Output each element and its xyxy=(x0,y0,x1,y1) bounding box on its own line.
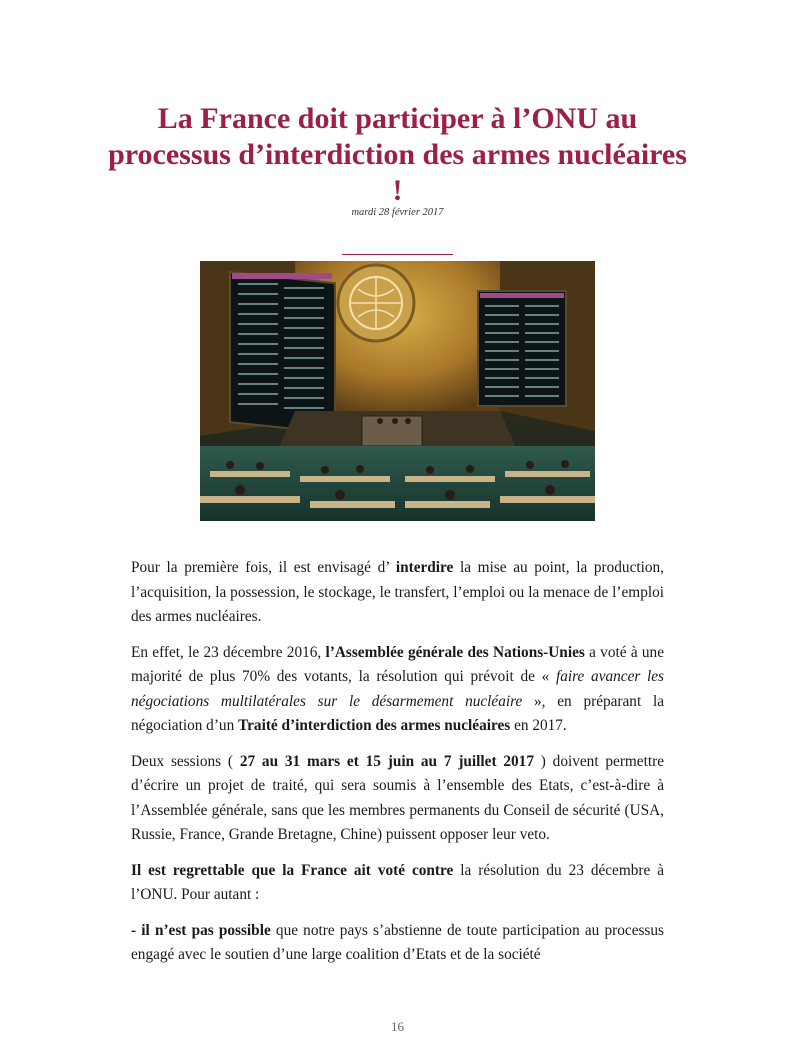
article-date: mardi 28 février 2017 xyxy=(351,207,444,218)
paragraph-4: Il est regrettable que la France ait voté contre la résolution du 23 décembre à l’ONU. Pour autant : xyxy=(131,861,664,903)
emphasis: 27 au 31 mars et 15 juin au 7 juillet 2017 xyxy=(239,752,534,770)
paragraph-2: En effet, le 23 décembre 2016, l’Assemblée générale des Nations-Unies a voté à une majorité de plus 70% des votants, la résolution qui prévoit de « faire avancer les négociations multilatérales sur le désarmement nucléaire », en préparant la négociation d’un Traité d’interdiction des armes nucléaires en 2017. xyxy=(131,643,665,734)
article-title: La France doit participer à l’ONU au processus d’interdiction des armes nucléaires ! xyxy=(108,102,687,207)
emphasis: Il est regrettable que la France ait voté contre xyxy=(131,861,454,879)
emphasis: - il n’est pas possible xyxy=(131,921,271,939)
assembly-floor xyxy=(200,446,595,521)
paragraph-1: Pour la première fois, il est envisagé d’ interdire la mise au point, la production, l’acquisition, la possession, le stockage, le transfert, l’emploi ou la menace de l’emploi des armes nucléaires. xyxy=(131,559,664,625)
emphasis: l’Assemblée générale des Nations-Unies xyxy=(325,643,585,661)
paragraph-3: Deux sessions ( 27 au 31 mars et 15 juin au 7 juillet 2017 ) doivent permettre d’écrire un projet de traité, qui sera soumis à l’ensemble des Etats, c’est-à-dire à l’Assemblée générale, sans que les membres permanents du Conseil de sécurité (USA, Russie, France, Grande Bretagne, Chine) puissent opposer leur veto. xyxy=(131,752,664,843)
title-divider xyxy=(342,254,453,255)
emphasis: interdire xyxy=(395,559,454,576)
un-general-assembly-photo xyxy=(200,261,595,521)
page-number: 16 xyxy=(391,1019,404,1034)
article-body xyxy=(131,556,664,979)
quotation: faire avancer les négociations multilatérales sur le désarmement nucléaire xyxy=(131,668,665,710)
podium-desk xyxy=(362,416,422,446)
right-board-header xyxy=(480,293,564,298)
right-vote-board xyxy=(478,291,566,406)
left-vote-board xyxy=(230,272,335,433)
left-board-header xyxy=(232,273,332,279)
paragraph-5: - il n’est pas possible que notre pays s’abstienne de toute participation au processus engagé avec le soutien d’une large coalition d’Etats et de la société xyxy=(131,921,664,963)
emphasis: Traité d’interdiction des armes nucléaires xyxy=(238,717,511,734)
